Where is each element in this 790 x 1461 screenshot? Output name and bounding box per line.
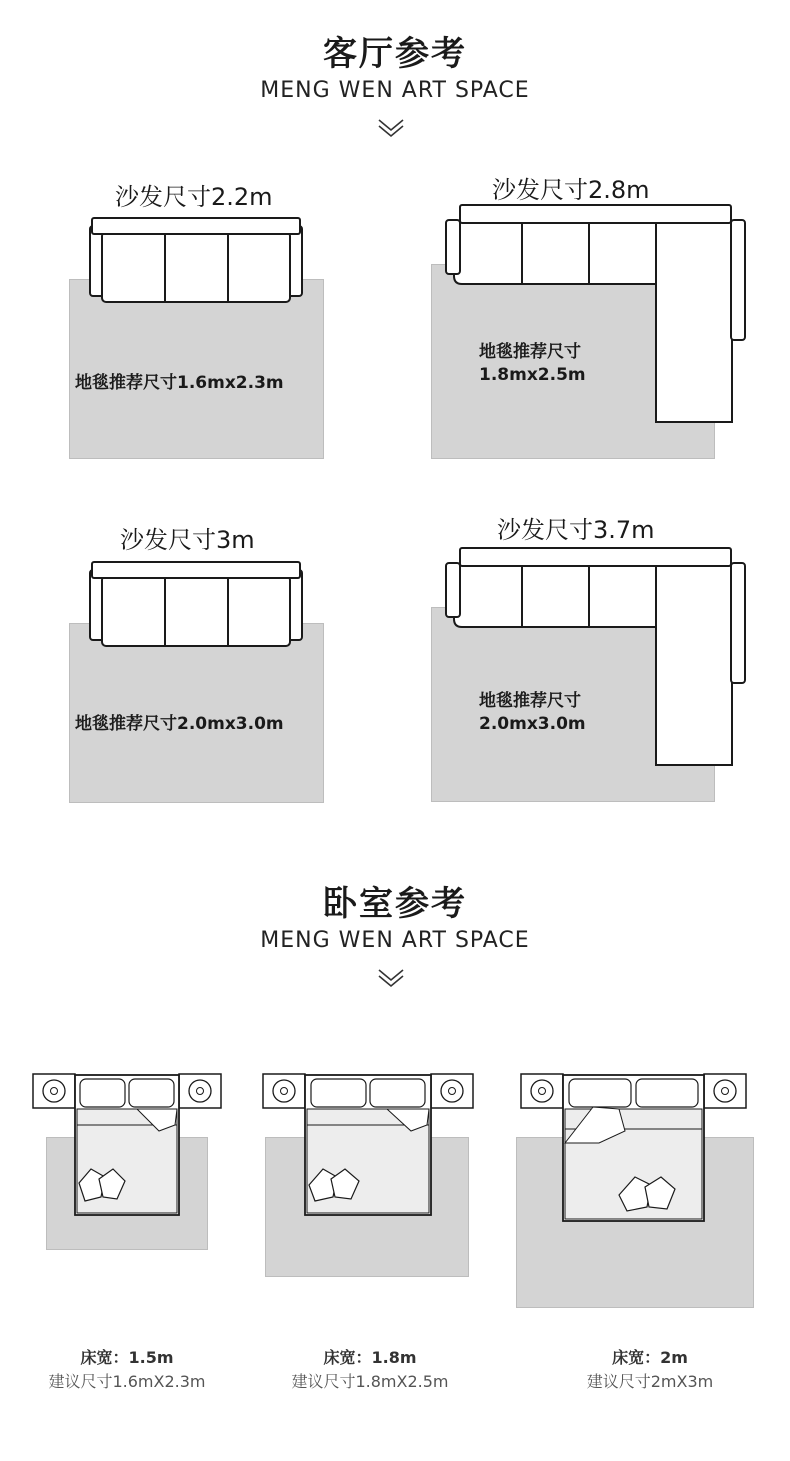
bed-width-text: 床宽：1.5m — [80, 1348, 174, 1367]
living-section-title: 客厅参考 — [323, 34, 467, 74]
sofa-icon — [86, 214, 306, 304]
sofa-size-label: 沙发尺寸3m — [120, 526, 255, 554]
bed-caption — [530, 1346, 770, 1394]
living-section-subtitle: MENG WEN ART SPACE — [260, 78, 530, 103]
bed-caption — [250, 1346, 490, 1394]
rug-size-text: 地毯推荐尺寸1.6mx2.3m — [75, 373, 284, 393]
rug-size-text: 地毯推荐尺寸 — [479, 691, 581, 711]
bedroom-section-subtitle: MENG WEN ART SPACE — [260, 928, 530, 953]
bed-width-text: 床宽：2m — [612, 1348, 688, 1367]
rug-size-text: 地毯推荐尺寸 — [479, 342, 581, 362]
bed-caption — [7, 1346, 247, 1394]
sofa-size-label: 沙发尺寸3.7m — [497, 516, 655, 544]
double-chevron-down-icon — [378, 118, 404, 138]
rug — [69, 279, 324, 459]
sofa-size-label: 沙发尺寸2.8m — [492, 176, 650, 204]
bed-icon — [263, 1073, 473, 1216]
bed-icon — [521, 1073, 746, 1223]
rug-size-text-2: 1.8mx2.5m — [479, 365, 586, 385]
bed-rug-size-text: 建议尺寸2mX3m — [586, 1372, 714, 1391]
bed-rug-size-text: 建议尺寸1.8mX2.5m — [291, 1372, 449, 1391]
rug-size-text-2: 2.0mx3.0m — [479, 714, 586, 734]
sofa-size-label: 沙发尺寸2.2m — [115, 183, 273, 211]
bedroom-section-title: 卧室参考 — [323, 884, 467, 924]
sectional-sofa-icon — [444, 202, 749, 427]
bed-rug-size-text: 建议尺寸1.6mX2.3m — [48, 1372, 206, 1391]
double-chevron-down-icon — [378, 968, 404, 988]
bed-icon — [33, 1073, 221, 1216]
sofa-icon — [86, 558, 306, 648]
bed-width-text: 床宽：1.8m — [323, 1348, 417, 1367]
rug-size-text: 地毯推荐尺寸2.0mx3.0m — [75, 714, 284, 734]
